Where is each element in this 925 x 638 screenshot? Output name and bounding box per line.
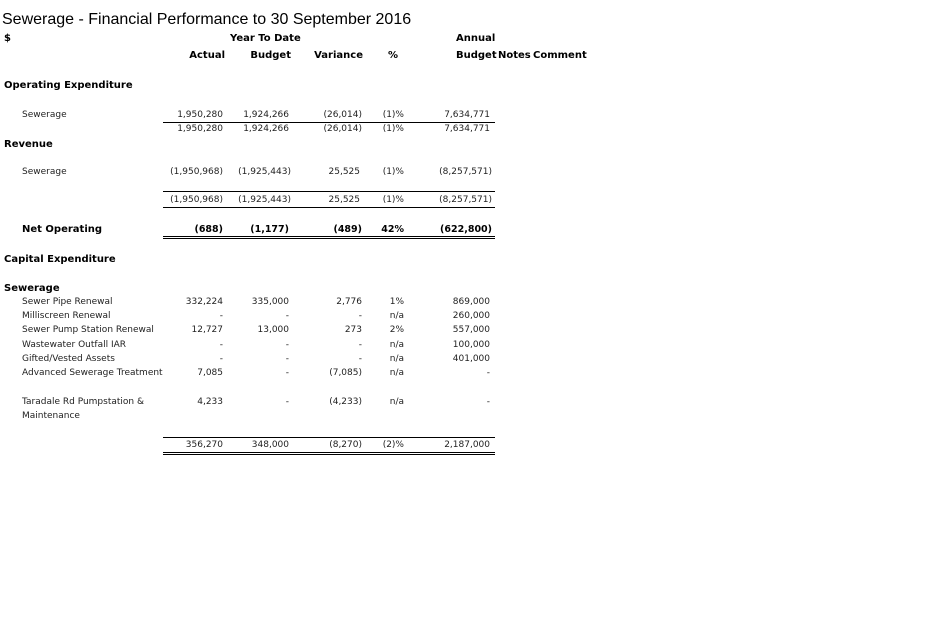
cell-actual: 332,224: [185, 297, 223, 307]
net-double-rule-bottom: [163, 238, 495, 239]
cell-variance: 25,525: [328, 195, 360, 205]
comment-header: Comment: [533, 50, 587, 61]
cell-pct: 1%: [389, 297, 404, 307]
cell-annual: 100,000: [452, 340, 490, 350]
cell-pct: (1)%: [382, 110, 404, 120]
cell-pct: 2%: [389, 325, 404, 335]
cell-budget: -: [285, 368, 289, 378]
cell-annual: (622,800): [440, 224, 492, 235]
opex-section-title: Operating Expenditure: [4, 80, 133, 91]
cell-pct: n/a: [389, 368, 404, 378]
cell-variance: 2,776: [336, 297, 362, 307]
cell-annual: 2,187,000: [444, 440, 490, 450]
cell-actual: -: [219, 311, 223, 321]
row-label: Gifted/Vested Assets: [22, 354, 115, 364]
cell-variance: (26,014): [323, 110, 362, 120]
capex-section-title: Capital Expenditure: [4, 254, 116, 265]
revenue-section-title: Revenue: [4, 139, 53, 150]
cell-pct: n/a: [389, 340, 404, 350]
cell-variance: 273: [344, 325, 362, 335]
cell-variance: (489): [333, 224, 362, 235]
row-label: Sewer Pump Station Renewal: [22, 325, 154, 335]
cell-budget: 1,924,266: [243, 110, 289, 120]
cell-annual: -: [486, 368, 490, 378]
cell-actual: (1,950,968): [170, 195, 223, 205]
revenue-total-underline: [163, 207, 495, 208]
row-label: Advanced Sewerage Treatment: [22, 368, 163, 378]
cell-pct: (1)%: [382, 124, 404, 134]
cell-pct: (2)%: [382, 440, 404, 450]
cell-variance: (7,085): [329, 368, 362, 378]
cell-variance: (26,014): [323, 124, 362, 134]
variance-header: Variance: [314, 50, 363, 61]
row-label: Taradale Rd Pumpstation &: [22, 397, 144, 407]
net-double-rule-top: [163, 236, 495, 237]
row-label: Milliscreen Renewal: [22, 311, 111, 321]
cell-variance: (8,270): [329, 440, 362, 450]
cell-actual: 12,727: [191, 325, 223, 335]
cell-variance: -: [358, 340, 362, 350]
cell-annual: 401,000: [452, 354, 490, 364]
cell-variance: -: [358, 311, 362, 321]
cell-annual: 557,000: [452, 325, 490, 335]
cell-budget: -: [285, 311, 289, 321]
cell-pct: (1)%: [382, 195, 404, 205]
currency-label: $: [4, 33, 11, 44]
cell-annual: -: [486, 397, 490, 407]
annual-budget-header: Budget: [456, 50, 497, 61]
budget-header: Budget: [250, 50, 291, 61]
cell-budget: 13,000: [257, 325, 289, 335]
row-label: Wastewater Outfall IAR: [22, 340, 127, 350]
cell-variance: 25,525: [328, 167, 360, 177]
cell-pct: (1)%: [382, 167, 404, 177]
cell-actual: (688): [194, 224, 223, 235]
row-label: Sewer Pipe Renewal: [22, 297, 113, 307]
cell-actual: -: [219, 354, 223, 364]
cell-budget: -: [285, 354, 289, 364]
report-title: Sewerage - Financial Performance to 30 September 2016: [2, 11, 412, 28]
cell-budget: (1,925,443): [238, 195, 291, 205]
cell-variance: (4,233): [329, 397, 362, 407]
cell-budget: 348,000: [251, 440, 289, 450]
cell-actual: 7,085: [197, 368, 223, 378]
cell-pct: n/a: [389, 354, 404, 364]
cell-budget: (1,177): [250, 224, 289, 235]
cell-annual: (8,257,571): [439, 195, 492, 205]
cell-budget: -: [285, 340, 289, 350]
capex-double-rule-top: [163, 452, 495, 453]
ytd-header: Year To Date: [230, 33, 301, 44]
cell-actual: 1,950,280: [177, 124, 223, 134]
pct-header: %: [387, 50, 399, 61]
annual-header: Annual: [456, 33, 496, 44]
capex-subsection-title: Sewerage: [4, 283, 60, 294]
row-label-continued: Maintenance: [22, 411, 80, 421]
cell-budget: (1,925,443): [238, 167, 291, 177]
cell-budget: -: [285, 397, 289, 407]
cell-pct: n/a: [389, 311, 404, 321]
cell-annual: 260,000: [452, 311, 490, 321]
cell-actual: 1,950,280: [177, 110, 223, 120]
cell-actual: -: [219, 340, 223, 350]
notes-header: Notes: [498, 50, 531, 61]
cell-annual: 7,634,771: [444, 110, 490, 120]
capex-total-rule: [163, 437, 495, 438]
cell-budget: 1,924,266: [243, 124, 289, 134]
cell-annual: 869,000: [452, 297, 490, 307]
row-label: Sewerage: [22, 167, 67, 177]
cell-budget: 335,000: [251, 297, 289, 307]
cell-annual: 7,634,771: [444, 124, 490, 134]
cell-actual: 356,270: [185, 440, 223, 450]
cell-actual: (1,950,968): [170, 167, 223, 177]
cell-pct: n/a: [389, 397, 404, 407]
cell-pct: 42%: [381, 224, 404, 235]
cell-annual: (8,257,571): [439, 167, 492, 177]
opex-subtotal-rule: [163, 122, 495, 123]
revenue-subtotal-rule: [163, 191, 495, 192]
cell-actual: 4,233: [197, 397, 223, 407]
actual-header: Actual: [189, 50, 225, 61]
capex-double-rule-bottom: [163, 454, 495, 455]
cell-variance: -: [358, 354, 362, 364]
row-label: Sewerage: [22, 110, 67, 120]
net-operating-label: Net Operating: [22, 224, 103, 235]
